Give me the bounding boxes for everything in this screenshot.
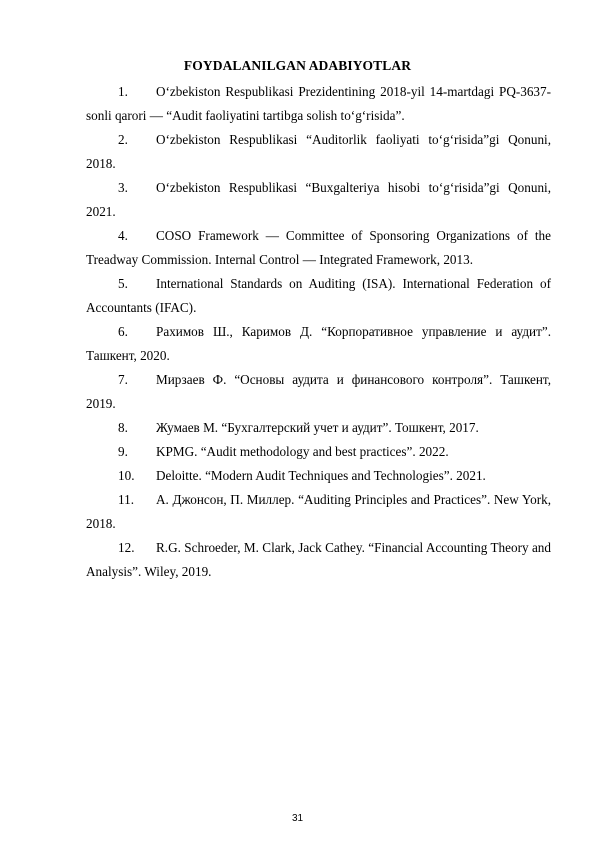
reference-text: Рахимов Ш., Каримов Д. “Корпоративное управление и аудит”. Ташкент, 2020. (86, 324, 551, 363)
list-item (86, 320, 551, 368)
reference-number: 1. (118, 84, 128, 99)
reference-number: 3. (118, 180, 128, 195)
list-item (86, 176, 551, 224)
reference-number: 8. (118, 420, 128, 435)
reference-text: KPMG. “Audit methodology and best practices”. 2022. (156, 444, 449, 459)
list-item (86, 128, 551, 176)
reference-text: O‘zbekiston Respublikasi “Auditorlik faoliyati to‘g‘risida”gi Qonuni, 2018. (86, 132, 551, 171)
reference-number: 11. (118, 492, 134, 507)
reference-text: COSO Framework — Committee of Sponsoring Organizations of the Treadway Commission. Internal Control — Integrated Framework, 2013. (86, 228, 551, 267)
reference-number: 7. (118, 372, 128, 387)
list-item (86, 536, 551, 584)
page-title: FOYDALANILGAN ADABIYOTLAR (183, 58, 412, 73)
reference-number: 2. (118, 132, 128, 147)
reference-number: 10. (118, 468, 135, 483)
list-item (86, 224, 551, 272)
reference-text: International Standards on Auditing (ISA). International Federation of Accountants (IFAC). (86, 276, 551, 315)
list-item (86, 488, 551, 536)
reference-number: 9. (118, 444, 128, 459)
list-item (86, 440, 551, 464)
page-number: 31 (291, 813, 304, 824)
reference-text: O‘zbekiston Respublikasi Prezidentining 2018-yil 14-martdagi PQ-3637-sonli qarori — “Audit faoliyatini tartibga solish to‘g‘risida”. (86, 84, 551, 123)
reference-number: 5. (118, 276, 128, 291)
list-item (86, 272, 551, 320)
reference-text: А. Джонсон, П. Миллер. “Auditing Principles and Practices”. New York, 2018. (86, 492, 551, 531)
reference-text: O‘zbekiston Respublikasi “Buxgalteriya hisobi to‘g‘risida”gi Qonuni, 2021. (86, 180, 551, 219)
list-item (86, 416, 551, 440)
list-item (86, 80, 551, 128)
reference-text: Мирзаев Ф. “Основы аудита и финансового контроля”. Ташкент, 2019. (86, 372, 551, 411)
reference-text: Жумаев М. “Бухгалтерский учет и аудит”. Тошкент, 2017. (156, 420, 479, 435)
reference-text: Deloitte. “Modern Audit Techniques and Technologies”. 2021. (156, 468, 486, 483)
list-item (86, 464, 551, 488)
reference-list (86, 80, 551, 584)
reference-text: R.G. Schroeder, M. Clark, Jack Cathey. “Financial Accounting Theory and Analysis”. Wiley, 2019. (86, 540, 551, 579)
reference-number: 4. (118, 228, 128, 243)
reference-number: 6. (118, 324, 128, 339)
reference-number: 12. (118, 540, 135, 555)
list-item (86, 368, 551, 416)
